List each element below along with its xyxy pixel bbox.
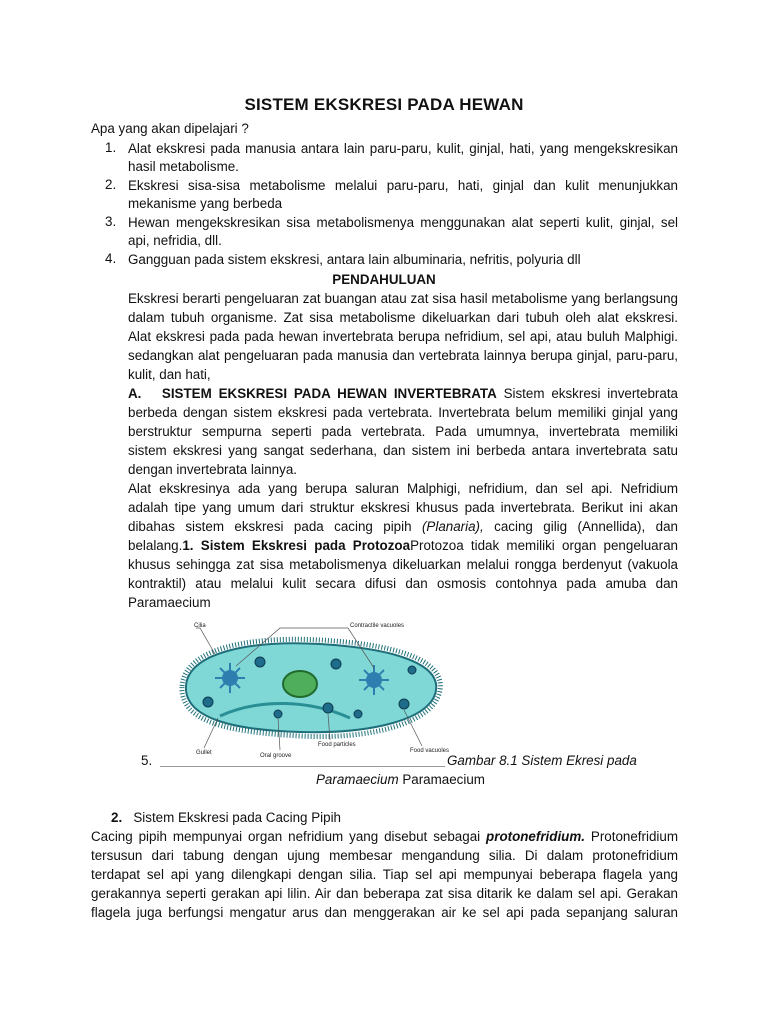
paragraph-line: tersusun dari tabung dengan ujung membesar mengandung silia. Di dalam protonefridium bbox=[91, 848, 678, 863]
objective-line: Alat ekskresi pada manusia antara lain paru-paru, kulit, ginjal, hati, yang mengekskresikan bbox=[128, 141, 678, 156]
paragraph-line: Paramaecium bbox=[128, 595, 211, 610]
label-oral-groove: Oral groove bbox=[260, 753, 292, 759]
nucleus bbox=[283, 671, 317, 697]
section-2-heading: 2. Sistem Ekskresi pada Cacing Pipih bbox=[111, 810, 341, 825]
paragraph-line: dibahas sistem ekskresi pada cacing pipih (Planaria), cacing gilig (Annellida), dan bbox=[128, 519, 678, 534]
label-food-vacuoles: Food vacuoles bbox=[410, 748, 450, 754]
paragraph-line: flagela juga berfungsi mengatur arus dan menggerakan air ke sel api pada sepanjang saluran bbox=[91, 905, 678, 920]
paragraph-line: Alat ekskresi pada pada hewan invertebrata berupa nefridium, sel api, atau buluh Malphigi. bbox=[128, 329, 678, 344]
paragraph-line: belalang.1. Sistem Ekskresi pada ProtozoaProtozoa tidak memiliki organ pengeluaran bbox=[128, 538, 678, 553]
list-number-5: 5. bbox=[141, 753, 153, 768]
paragraph-line: Cacing pipih mempunyai organ nefridium yang disebut sebagai protonefridium. Protonefridium bbox=[91, 829, 678, 844]
label-contractile-vacuoles: Contractile vacuoles bbox=[350, 623, 405, 629]
paragraph-line: adalah tipe yang umum dari struktur ekskresi khusus pada invertebrata. Berikut ini akan bbox=[128, 500, 678, 515]
objective-line: Gangguan pada sistem ekskresi, antara lain albuminaria, nefritis, polyuria dll bbox=[128, 252, 581, 267]
paragraph-line: Ekskresi berarti pengeluaran zat buangan atau zat sisa hasil metabolisme yang berlangsung bbox=[128, 291, 678, 306]
paragraph-line: kulit, dan hati, bbox=[128, 367, 211, 382]
label-food-particles: Food particles bbox=[318, 742, 356, 748]
figure-caption-line2: Paramaecium Paramaecium bbox=[316, 772, 485, 787]
paragraph-line: gerakannya seperti gerakan api lilin. Air dan beberapa zat sisa ditarik ke dalam sel api. Gerakan bbox=[91, 886, 678, 901]
intro-question: Apa yang akan dipelajari ? bbox=[91, 121, 249, 136]
page-title: SISTEM EKSKRESI PADA HEWAN bbox=[244, 95, 524, 114]
paragraph-line: sedangkan alat pengeluaran pada manusia dan vertebrata lainnya berupa ginjal, paru-paru, bbox=[128, 348, 678, 363]
label-cilia: Cilia bbox=[194, 623, 206, 629]
paragraph-line: berbeda dengan sistem ekskresi pada vertebrata. Invertebrata belum memiliki ginjal yang bbox=[128, 405, 678, 420]
objective-line: mekanisme yang berbeda bbox=[128, 196, 283, 211]
figure-caption: Gambar 8.1 Sistem Ekresi pada bbox=[447, 753, 637, 768]
paragraph-line: kontraktil) atau melalui kulit secara difusi dan osmosis contohnya pada amuba dan bbox=[128, 576, 678, 591]
pendahuluan-heading: PENDAHULUAN bbox=[332, 272, 436, 287]
paragraph-line: sistem ekskresi yang sangat sederhana, dan sistem ini berbeda antara invertebrata satu bbox=[128, 443, 678, 458]
objective-line: api, nefridia, dll. bbox=[128, 233, 222, 248]
objective-number: 2. bbox=[105, 177, 117, 192]
paragraph-line: dengan invertebrata lainnya. bbox=[128, 462, 297, 477]
section-a-heading-line: A. SISTEM EKSKRESI PADA HEWAN INVERTEBRATA Sistem ekskresi invertebrata bbox=[128, 386, 678, 401]
figure-rule bbox=[160, 766, 445, 767]
paramecium-figure bbox=[160, 618, 450, 760]
paragraph-line: khusus sehingga zat sisa metabolismenya dikeluarkan melalui rongga berdenyut (vakuola bbox=[128, 557, 678, 572]
objective-number: 3. bbox=[105, 214, 117, 229]
paragraph-line: terdapat sel api yang dilengkapi dengan silia. Tiap sel api mempunyai beberapa flagela yang bbox=[91, 867, 678, 882]
objective-number: 1. bbox=[105, 140, 117, 155]
paragraph-line: berstruktur sempurna seperti pada vertebrata. Pada umumnya, invertebrata memiliki bbox=[128, 424, 678, 439]
paragraph-line: Alat ekskresinya ada yang berupa saluran Malphigi, nefridium, dan sel api. Nefridium bbox=[128, 481, 678, 496]
objective-line: Hewan mengekskresikan sisa metabolismenya menggunakan alat seperti kulit, ginjal, sel bbox=[128, 215, 678, 230]
label-gullet: Gullet bbox=[196, 750, 212, 756]
gullet-leader bbox=[204, 718, 218, 748]
paragraph-line: dalam tubuh organisme. Zat sisa metabolisme dikeluarkan dari tubuh oleh alat ekskresi. bbox=[128, 310, 678, 325]
objective-line: hasil metabolisme. bbox=[128, 159, 239, 174]
objective-number: 4. bbox=[105, 251, 117, 266]
objective-line: Ekskresi sisa-sisa metabolisme melalui paru-paru, hati, ginjal dan kulit menunjukkan bbox=[128, 178, 678, 193]
